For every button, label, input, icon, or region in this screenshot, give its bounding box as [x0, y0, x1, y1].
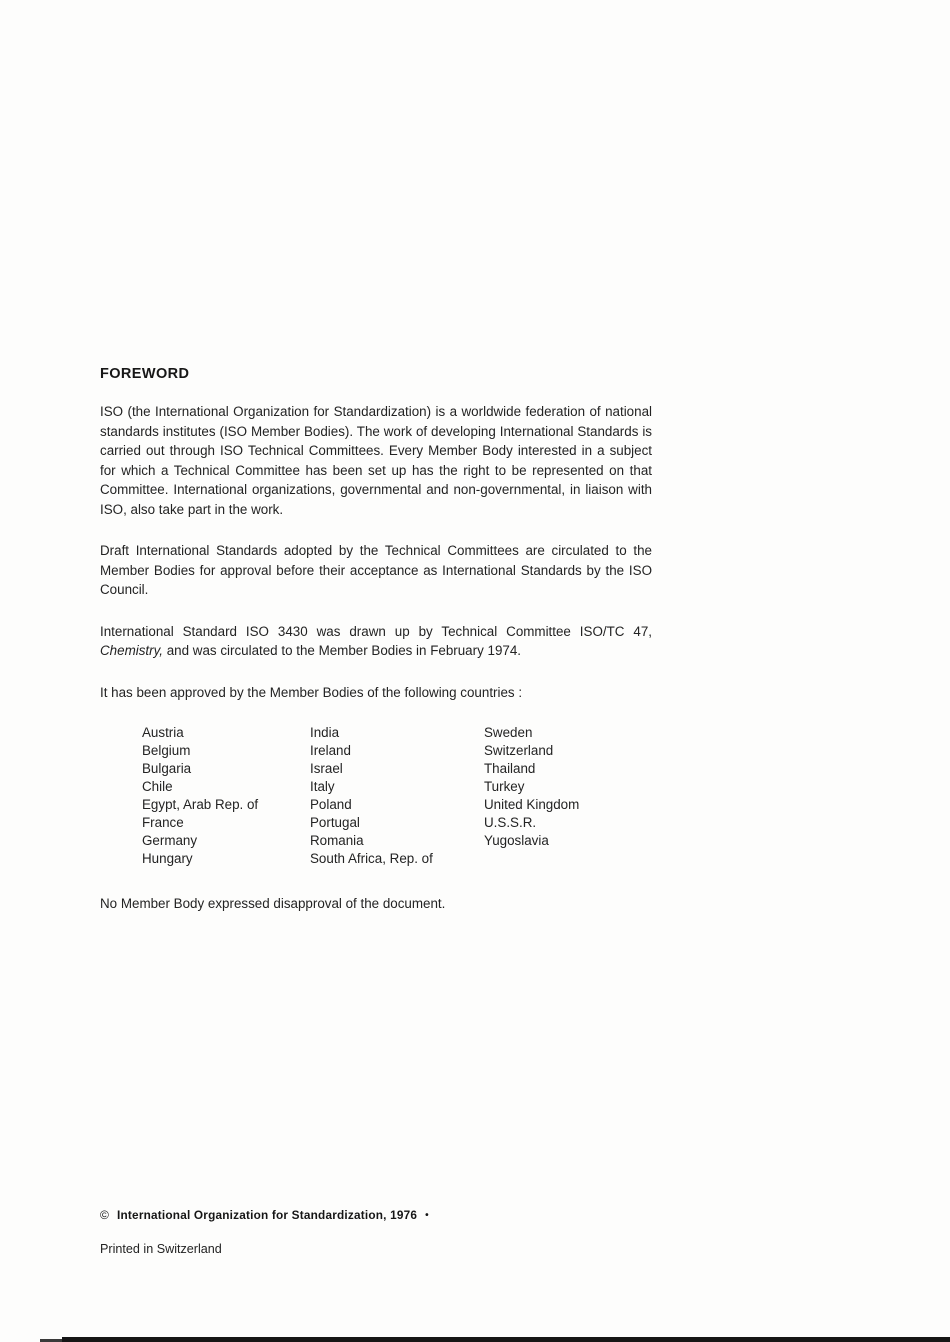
country-item: Germany: [142, 833, 198, 848]
country-item: France: [142, 815, 184, 830]
standard-origin-text: International Standard ISO 3430 was drawn up by Technical Committee ISO/TC 47,: [100, 623, 652, 639]
country-item: Israel: [310, 761, 343, 776]
copyright-text: International Organization for Standardization, 1976: [117, 1208, 418, 1222]
country-column-1: [142, 724, 310, 868]
country-item: Bulgaria: [142, 761, 192, 776]
country-item: United Kingdom: [484, 797, 580, 812]
country-item: Egypt, Arab Rep. of: [142, 797, 259, 812]
country-column-2: [310, 724, 484, 868]
country-item: Italy: [310, 779, 335, 794]
country-item: India: [310, 725, 340, 740]
country-item: Ireland: [310, 743, 351, 758]
committee-name-italic: Chemistry,: [100, 643, 163, 658]
country-item: Romania: [310, 833, 364, 848]
paragraph-approved-intro: It has been approved by the Member Bodies of the following countries :: [100, 684, 523, 700]
foreword-section: [100, 366, 652, 936]
country-item: Portugal: [310, 815, 360, 830]
bullet-icon: •: [425, 1209, 429, 1221]
country-item: Switzerland: [484, 743, 554, 758]
country-item: Austria: [142, 725, 184, 740]
scan-edge-artifact: [62, 1337, 950, 1342]
country-column-3: [484, 724, 652, 868]
country-columns: [142, 724, 652, 868]
paragraph-iso-intro: ISO (the International Organization for Standardization) is a worldwide federation of national standards institutes (ISO Member Bodies). The work of developing International Standards is carried out through ISO Technical Committees. Every Member Body interested in a subject for which a Technical Committee has been set up has the right to be represented on that Committee. International organizations, governmental and non-governmental, in liaison with ISO, also take part in the work.: [100, 404, 652, 517]
country-item: Poland: [310, 797, 352, 812]
paragraph-standard-origin: [100, 622, 652, 661]
country-item: Hungary: [142, 851, 193, 866]
paragraph-disapproval: No Member Body expressed disapproval of the document.: [100, 896, 446, 911]
standard-origin-text-after: and was circulated to the Member Bodies in February 1974.: [163, 643, 522, 658]
foreword-heading: FOREWORD: [100, 366, 190, 382]
country-item: U.S.S.R.: [484, 815, 537, 830]
country-item: Belgium: [142, 743, 191, 758]
country-item: Sweden: [484, 725, 533, 740]
country-item: Chile: [142, 779, 173, 794]
country-item: Yugoslavia: [484, 833, 549, 848]
printed-in-text: Printed in Switzerland: [100, 1242, 222, 1256]
copyright-line: [100, 1208, 700, 1222]
country-item: South Africa, Rep. of: [310, 851, 433, 866]
copyright-icon: ©: [100, 1208, 110, 1222]
paragraph-draft-standards: Draft International Standards adopted by the Technical Committees are circulated to the Member Bodies for approval before their acceptance as International Standards by the ISO Council.: [100, 543, 652, 597]
country-item: Thailand: [484, 761, 536, 776]
page-footer: [100, 1208, 700, 1256]
country-item: Turkey: [484, 779, 525, 794]
